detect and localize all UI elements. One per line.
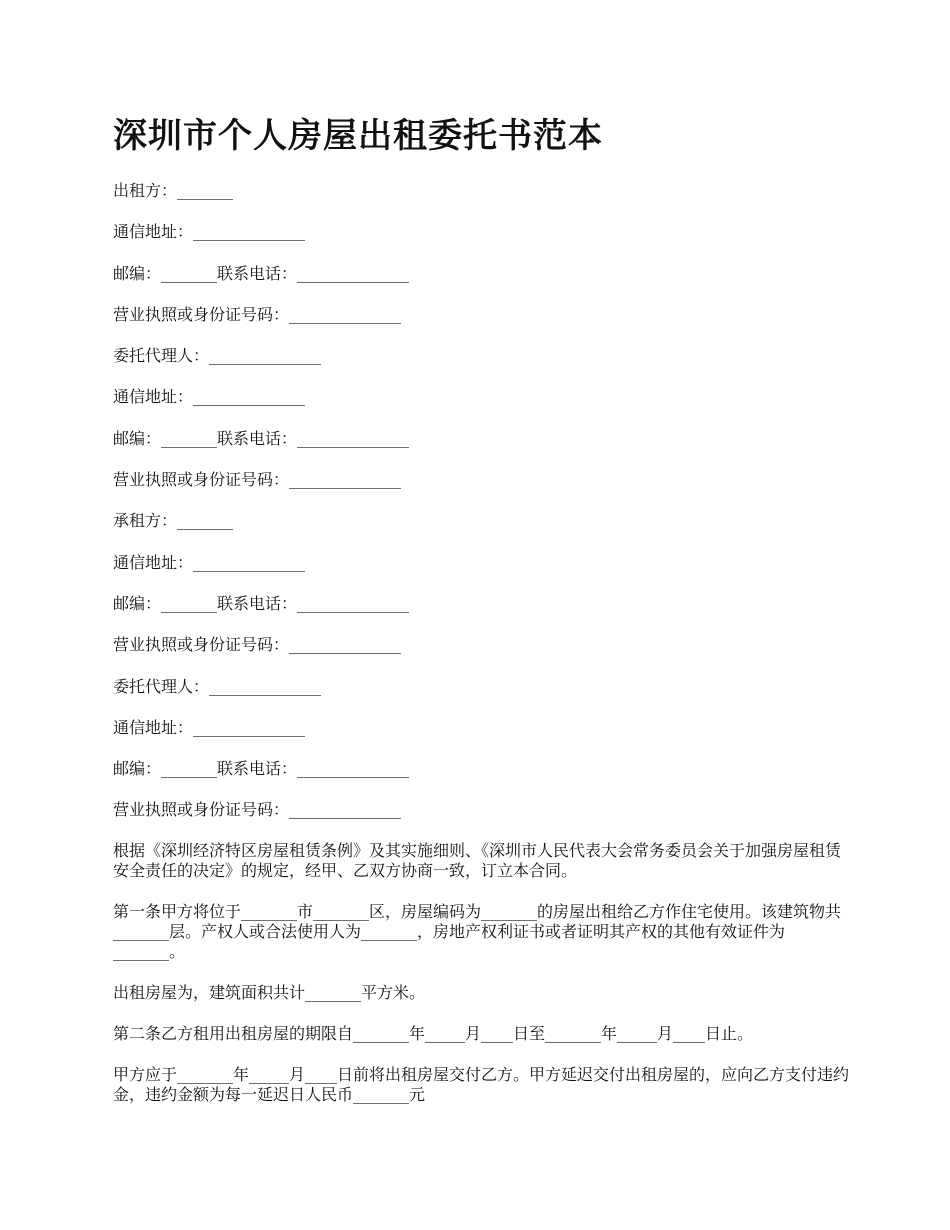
lessor-id-field: 营业执照或身份证号码：______________ [113,304,402,324]
lessee-agent-postcode-phone-field: 邮编：_______联系电话：______________ [113,759,410,779]
preamble-paragraph: 根据《深圳经济特区房屋租赁条例》及其实施细则、《深圳市人民代表大会常务委员会关于加强房屋租赁安全责任的决定》的规定，经甲、乙双方协商一致，订立本合同。 [113,840,842,880]
article-1-paragraph: 第一条甲方将位于_______市_______区，房屋编码为_______的房屋出租给乙方作住宅使用。该建筑物共_______层。产权人或合法使用人为_______，房地产权利证书或者证明其产权的其他有效证件为_______。 [113,901,842,961]
lessor-postcode-phone-field: 邮编：_______联系电话：______________ [113,263,410,283]
lessee-address-field: 通信地址：______________ [113,552,306,572]
lessee-agent-field: 委托代理人：______________ [113,676,322,696]
delivery-paragraph: 甲方应于_______年_____月____日前将出租房屋交付乙方。甲方延迟交付出租房屋的，应向乙方支付违约金，违约金额为每一延迟日人民币_______元 [113,1064,850,1104]
lessee-agent-id-field: 营业执照或身份证号码：______________ [113,800,402,820]
lessee-postcode-phone-field: 邮编：_______联系电话：______________ [113,593,410,613]
lessee-name-field: 承租方：_______ [113,511,234,531]
lessor-agent-postcode-phone-field: 邮编：_______联系电话：______________ [113,428,410,448]
lessor-agent-field: 委托代理人：______________ [113,346,322,366]
lessee-agent-address-field: 通信地址：______________ [113,717,306,737]
lessor-address-field: 通信地址：______________ [113,222,306,242]
lessee-id-field: 营业执照或身份证号码：______________ [113,635,402,655]
area-paragraph: 出租房屋为，建筑面积共计_______平方米。 [113,982,426,1002]
lessor-agent-id-field: 营业执照或身份证号码：______________ [113,470,402,490]
document-title: 深圳市个人房屋出租委托书范本 [113,116,603,156]
document-page [113,110,853,1126]
lessor-agent-address-field: 通信地址：______________ [113,387,306,407]
lessor-name-field: 出租方：_______ [113,181,234,200]
article-2-paragraph: 第二条乙方租用出租房屋的期限自_______年_____月____日至_______年_____月____日止。 [113,1023,754,1043]
